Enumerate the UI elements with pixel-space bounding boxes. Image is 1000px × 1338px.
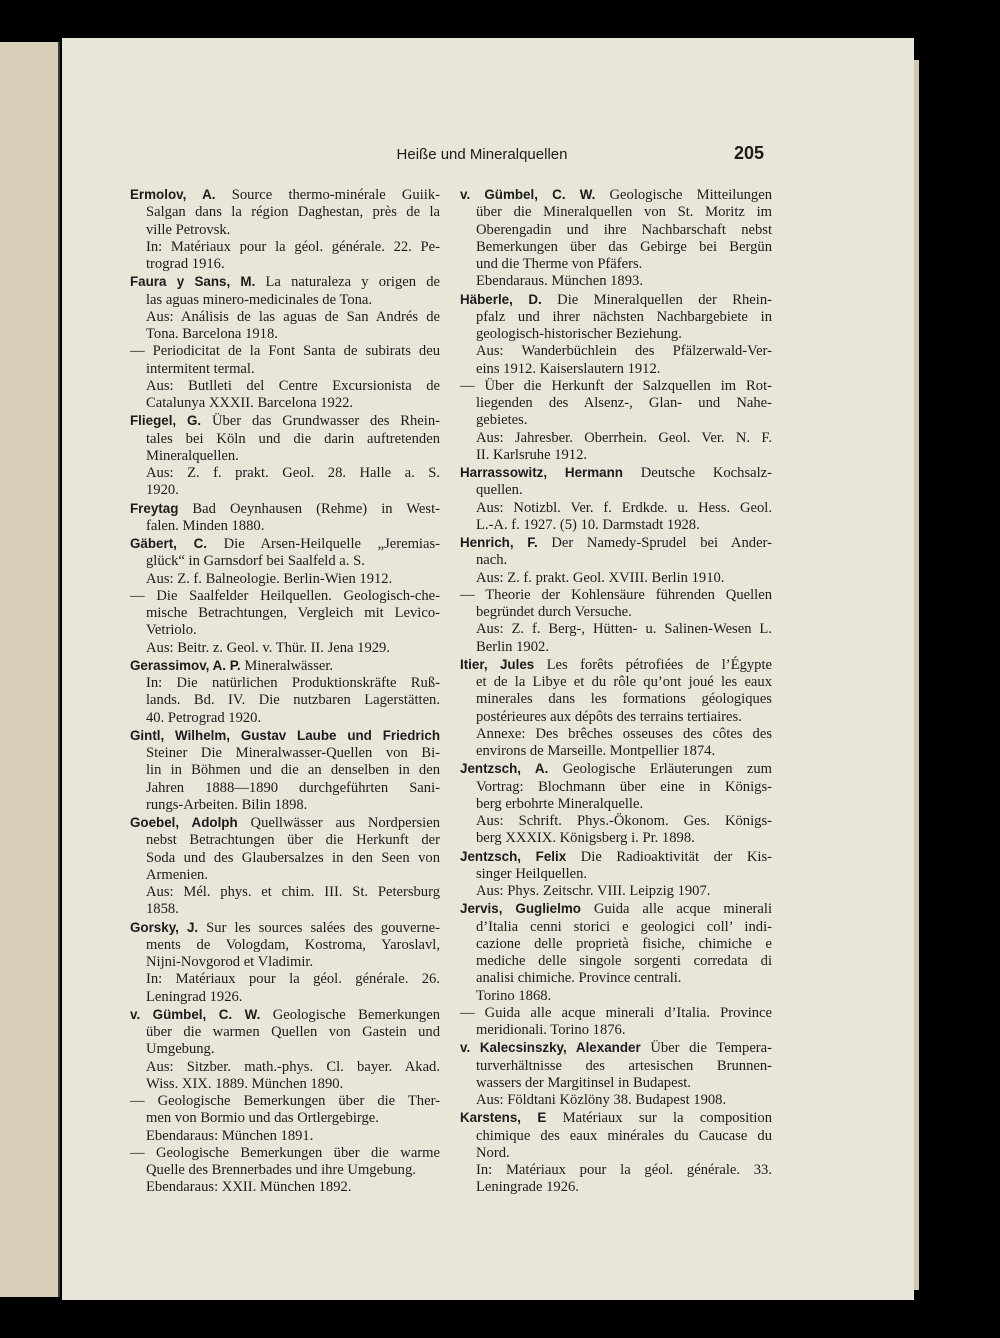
entry-line (130, 343, 440, 360)
entry-text: Leningrade 1926. (476, 1179, 579, 1196)
bibliography-entry (130, 412, 440, 499)
entry-text: Aus: Mél. phys. et chim. III. St. Petersburg (146, 884, 440, 900)
right-column (460, 186, 772, 1197)
bibliography-entry (460, 464, 772, 534)
entry-text: Über die Tempera- (650, 1040, 772, 1057)
entry-text: Aus: Z. f. Balneologie. Berlin-Wien 1912. (146, 570, 393, 587)
entry-text: Aus: Análisis de las aguas de San Andrés de (146, 308, 440, 325)
entry-line (130, 412, 440, 430)
entry-author: Freytag (130, 500, 179, 516)
entry-text: II. Karlsruhe 1912. (476, 446, 588, 463)
entry-text: Matériaux sur la composition (562, 1110, 772, 1127)
bibliography-entry (130, 535, 440, 588)
entry-line (130, 832, 440, 849)
entry-text: und die Therme von Pfäfers. (476, 256, 643, 272)
entry-text: In: Matériaux pour la géol. générale. 33. (476, 1162, 772, 1178)
book-page (62, 38, 914, 1300)
entry-text: ville Petrovsk. (146, 221, 231, 238)
entry-text: Deutsche Kochsalz- (640, 465, 772, 481)
entry-author: Harrassowitz, Hermann (460, 465, 623, 480)
entry-text: liegenden des Alsenz-, Glan- und Nahe- (476, 395, 772, 411)
entry-line (130, 640, 440, 657)
entry-line (460, 273, 772, 290)
entry-line (460, 709, 772, 726)
entry-line (460, 482, 772, 499)
entry-line (460, 674, 772, 691)
entry-author: Ermolov, A. (130, 187, 216, 202)
page-stack-edge (914, 60, 919, 1290)
bibliography-entry (460, 1109, 772, 1196)
entry-text: — Theorie der Kohlensäure führenden Quellen (460, 586, 772, 603)
entry-text: Die Radioaktivität der Kis- (580, 848, 772, 865)
entry-line (460, 1075, 772, 1092)
bibliography-entry (460, 587, 772, 656)
entry-text: Berlin 1902. (476, 638, 549, 655)
entry-text: Ebendaraus. München 1893. (476, 273, 643, 290)
entry-author: v. Kalecsinszky, Alexander (460, 1040, 641, 1056)
entry-author: Jentzsch, A. (460, 761, 549, 777)
entry-line (130, 675, 440, 692)
entry-line (130, 937, 440, 954)
entry-text: Aus: Beitr. z. Geol. v. Thür. II. Jena 1929. (146, 639, 391, 656)
entry-text: — Die Saalfelder Heilquellen. Geologisch-che- (130, 587, 440, 604)
entry-line (460, 1128, 772, 1145)
entry-text: Geologische Erläuterungen zum (562, 761, 772, 778)
entry-author: Goebel, Adolph (130, 815, 238, 830)
entry-line (130, 622, 440, 639)
entry-author: Faura y Sans, M. (130, 274, 256, 290)
entry-line (460, 848, 772, 866)
entry-line (460, 326, 772, 343)
entry-line (130, 482, 440, 499)
entry-text: Guida alle acque minerali (593, 901, 772, 918)
entry-line (130, 797, 440, 814)
entry-text: gebietes. (476, 412, 528, 429)
entry-line (460, 1039, 772, 1057)
entry-text: Geologische Mitteilungen (609, 187, 772, 203)
entry-text: — Über die Herkunft der Salzquellen im Rot- (460, 377, 772, 394)
entry-line (460, 1162, 772, 1179)
entry-text: Jahren 1888—1890 durchgeführten Sani- (146, 779, 440, 796)
entry-text: Aus: Z. f. prakt. Geol. XVIII. Berlin 1910. (476, 569, 725, 586)
entry-text: Bemerkungen über das Gebirge bei Bergün (476, 238, 772, 255)
entry-text: Quellwässer aus Nordpersien (250, 815, 440, 831)
entry-line (460, 186, 772, 204)
entry-line (130, 605, 440, 622)
bibliography-entry (130, 588, 440, 657)
entry-text: postérieures aux dépôts des terrains tertiaires. (476, 708, 742, 725)
entry-author: Henrich, F. (460, 535, 538, 550)
bibliography-entry (130, 1093, 440, 1145)
entry-line (460, 412, 772, 429)
entry-author: v. Gümbel, C. W. (130, 1006, 261, 1022)
entry-text: Wiss. XIX. 1889. München 1890. (146, 1075, 344, 1092)
entry-text: L.-A. f. 1927. (5) 10. Darmstadt 1928. (476, 516, 700, 533)
entry-text: pfalz und ihrer nächsten Nachbargebiete in (476, 308, 772, 325)
entry-text: nach. (476, 552, 508, 569)
entry-line (130, 309, 440, 326)
entry-author: Gintl, Wilhelm, Gustav Laube und Friedrich (130, 727, 440, 743)
entry-line (130, 588, 440, 605)
entry-author: Fliegel, G. (130, 413, 202, 429)
running-head-title: Heiße und Mineralquellen (396, 146, 568, 163)
entry-line (130, 1110, 440, 1127)
entry-line (460, 1092, 772, 1109)
entry-text: — Periodicitat de la Font Santa de subirats deu (130, 343, 440, 360)
entry-text: Leningrad 1926. (146, 988, 243, 1005)
entry-line (130, 378, 440, 395)
entry-line (130, 901, 440, 918)
entry-line (130, 204, 440, 221)
entry-line (130, 571, 440, 588)
entry-author: Jentzsch, Felix (460, 848, 567, 864)
entry-line (130, 971, 440, 988)
entry-text: cazione delle proprietà fisiche, chimiche e (476, 935, 772, 952)
entry-line (460, 430, 772, 447)
entry-text: wassers der Margitinsel in Budapest. (476, 1074, 691, 1091)
entry-text: Aus: Wanderbüchlein des Pfälzerwald-Ver- (476, 343, 772, 360)
entry-text: nebst Betrachtungen über die Herkunft der (146, 832, 440, 849)
entry-text: Aus: Z. f. prakt. Geol. 28. Halle a. S. (146, 465, 440, 481)
entry-text: Armenien. (146, 866, 209, 883)
bibliography-entry (130, 657, 440, 727)
entry-text: Die Arsen-Heilquelle „Jeremias- (223, 536, 440, 552)
entry-line (130, 1162, 440, 1179)
entry-text: intermitent termal. (146, 360, 255, 377)
entry-line (460, 291, 772, 309)
entry-text: minerales dans les formations géologiques (476, 691, 772, 708)
entry-text: trograd 1916. (146, 256, 225, 272)
bibliography-entry (460, 1005, 772, 1040)
bibliography-entry (460, 291, 772, 378)
entry-text: Annexe: Des brêches osseuses des côtes des (476, 725, 772, 742)
entry-line (130, 1041, 440, 1058)
entry-text: 1858. (146, 901, 179, 918)
bibliography-entry (460, 534, 772, 587)
entry-text: falen. Minden 1880. (146, 517, 265, 534)
entry-author: Itier, Jules (460, 656, 535, 672)
entry-line (130, 395, 440, 412)
entry-line (460, 743, 772, 760)
entry-text: d’Italia cenni storici e geologici coll’ indi- (476, 918, 772, 935)
entry-line (130, 186, 440, 204)
entry-line (460, 1005, 772, 1022)
entry-line (460, 796, 772, 813)
entry-line (460, 830, 772, 847)
entry-text: Umgebung. (146, 1041, 215, 1058)
bibliography-entry (460, 760, 772, 847)
entry-text: Les forêts pétrofiées de l’Égypte (546, 656, 772, 673)
entry-line (460, 883, 772, 900)
entry-line (460, 779, 772, 796)
entry-text: Die Mineralquellen der Rhein- (557, 291, 772, 308)
entry-text: Nord. (476, 1144, 510, 1161)
left-column (130, 186, 440, 1197)
entry-line (130, 1128, 440, 1145)
entry-text: Mineralquellen. (146, 447, 239, 464)
entry-line (130, 292, 440, 309)
entry-text: Aus: Notizbl. Ver. f. Erdkde. u. Hess. Geol. (476, 499, 772, 516)
entry-text: Soda und des Glaubersalzes in den Seen von (146, 849, 440, 866)
entry-line (130, 239, 440, 256)
entry-text: begründet durch Versuche. (476, 604, 632, 620)
entry-line (130, 989, 440, 1006)
entry-text: analisi chimiche. Province centrali. (476, 970, 682, 987)
entry-line (460, 970, 772, 987)
entry-text: Tona. Barcelona 1918. (146, 326, 278, 342)
entry-text: — Geologische Bemerkungen über die Ther- (130, 1093, 440, 1109)
entry-line (460, 866, 772, 883)
entry-text: Mineralwässer. (244, 657, 334, 674)
bibliography-entry (130, 500, 440, 536)
entry-line (460, 447, 772, 464)
entry-line (130, 657, 440, 675)
entry-text: Ebendaraus: München 1891. (146, 1127, 314, 1144)
entry-author: v. Gümbel, C. W. (460, 187, 596, 202)
entry-line (460, 309, 772, 326)
bibliography-entry (460, 848, 772, 901)
entry-text: et de la Libye et du rôle qu’ont joué les eaux (476, 674, 772, 690)
bibliography-entry (130, 1145, 440, 1197)
entry-text: Aus: Jahresber. Oberrhein. Geol. Ver. N. F. (476, 429, 772, 446)
bibliography-entry (130, 343, 440, 412)
entry-line (130, 256, 440, 273)
entry-line (130, 762, 440, 779)
entry-text: — Geologische Bemerkungen über die warme (130, 1144, 440, 1161)
entry-line (460, 760, 772, 778)
entry-line (460, 500, 772, 517)
entry-text: 40. Petrograd 1920. (146, 709, 262, 726)
entry-line (130, 814, 440, 832)
entry-line (460, 222, 772, 239)
entry-line (130, 431, 440, 448)
entry-line (460, 552, 772, 569)
bibliography-entry (460, 1039, 772, 1109)
entry-text: chimique des eaux minérales du Caucase du (476, 1127, 772, 1144)
entry-line (130, 727, 440, 745)
entry-line (130, 745, 440, 762)
entry-text: Aus: Schrift. Phys.-Ökonom. Ges. Königs- (476, 813, 772, 829)
entry-text: mische Betrachtungen, Vergleich mit Levico- (146, 605, 440, 621)
entry-text: Aus: Phys. Zeitschr. VIII. Leipzig 1907. (476, 883, 711, 899)
entry-text: In: Matériaux pour la géol. générale. 22. Pe- (146, 238, 440, 255)
entry-text: geologisch-historischer Beziehung. (476, 326, 682, 342)
entry-text: ments de Vologdam, Kostroma, Yaroslavl, (146, 936, 440, 953)
entry-author: Gäbert, C. (130, 536, 207, 551)
entry-line (130, 465, 440, 482)
entry-line (130, 780, 440, 797)
entry-text: lin in Böhmen und die an denselben in den (146, 762, 440, 779)
entry-text: In: Die natürlichen Produktionskräfte Ruß- (146, 675, 440, 691)
entry-line (130, 1076, 440, 1093)
bibliography-entry (130, 1006, 440, 1093)
entry-line (460, 726, 772, 743)
facing-page-edge (0, 42, 60, 1297)
entry-text: lands. Bd. IV. Die nutzbaren Lagerstätten. (146, 692, 440, 709)
entry-text: turverhältnisse des artesischen Brunnen- (476, 1057, 772, 1074)
entry-text: glück“ in Garnsdorf bei Saalfeld a. S. (146, 553, 365, 570)
entry-line (130, 326, 440, 343)
entry-text: Oberengadin und ihre Nachbarschaft nebst (476, 221, 772, 238)
entry-author: Jervis, Guglielmo (460, 901, 581, 917)
entry-text: Aus: Földtani Közlöny 38. Budapest 1908. (476, 1092, 727, 1108)
bibliography-entry (130, 273, 440, 343)
entry-line (130, 884, 440, 901)
entry-line (130, 535, 440, 553)
entry-text: quellen. (476, 482, 523, 499)
entry-line (460, 1109, 772, 1127)
entry-author: Häberle, D. (460, 291, 542, 307)
entry-text: Geologische Bemerkungen (272, 1006, 440, 1023)
entry-line (130, 867, 440, 884)
entry-text: Über das Grundwasser des Rhein- (211, 413, 440, 430)
entry-text: Nijni-Novgorod et Vladimir. (146, 954, 314, 970)
entry-text: Aus: Sitzber. math.-phys. Cl. bayer. Akad. (146, 1058, 440, 1075)
entry-line (130, 1024, 440, 1041)
bibliography-entry (130, 186, 440, 273)
entry-line (460, 919, 772, 936)
entry-text: men von Bormio und das Ortlergebirge. (146, 1110, 379, 1127)
entry-line (460, 534, 772, 552)
entry-line (460, 691, 772, 708)
entry-line (460, 570, 772, 587)
entry-text: — Guida alle acque minerali d’Italia. Province (460, 1004, 772, 1021)
bibliography-entry (460, 378, 772, 464)
entry-text: las aguas minero-medicinales de Tona. (146, 291, 373, 308)
entry-text: In: Matériaux pour la géol. générale. 26. (146, 971, 440, 988)
entry-text: eins 1912. Kaiserslautern 1912. (476, 360, 661, 377)
entry-line (130, 954, 440, 971)
entry-line (460, 604, 772, 621)
entry-line (460, 517, 772, 534)
entry-line (460, 395, 772, 412)
entry-text: berg XXXIX. Königsberg i. Pr. 1898. (476, 830, 695, 847)
entry-text: Quelle des Brennerbades und ihre Umgebung. (146, 1162, 416, 1178)
entry-text: tales bei Köln und die darin auftretenden (146, 430, 440, 447)
entry-line (460, 900, 772, 918)
entry-text: Aus: Butlleti del Centre Excursionista de (146, 377, 440, 394)
bibliography-entry (130, 814, 440, 919)
entry-text: Salgan dans la région Daghestan, près de la (146, 204, 440, 221)
running-head (62, 143, 914, 170)
entry-text: Torino 1868. (476, 987, 552, 1004)
entry-line (460, 988, 772, 1005)
entry-line (130, 850, 440, 867)
entry-text: Bad Oeynhausen (Rehme) in West- (192, 500, 440, 517)
entry-line (130, 1059, 440, 1076)
entry-line (460, 639, 772, 656)
entry-text: environs de Marseille. Montpellier 1874. (476, 743, 716, 759)
entry-author: Gorsky, J. (130, 919, 199, 935)
entry-line (460, 656, 772, 674)
bibliography-entry (130, 727, 440, 814)
entry-text: Catalunya XXXII. Barcelona 1922. (146, 395, 354, 411)
entry-line (130, 361, 440, 378)
entry-text: Steiner Die Mineralwasser-Quellen von Bi- (146, 745, 440, 761)
entry-text: 1920. (146, 482, 179, 499)
bibliography-entry (460, 656, 772, 761)
entry-line (460, 256, 772, 273)
entry-line (460, 464, 772, 482)
entry-line (130, 273, 440, 291)
entry-text: Vortrag: Blochmann über eine in Königs- (476, 778, 772, 795)
entry-line (460, 953, 772, 970)
entry-author: Gerassimov, A. P. (130, 657, 241, 673)
bibliography-entry (460, 186, 772, 291)
bibliography-entry (130, 919, 440, 1006)
page-number: 205 (733, 143, 764, 163)
entry-line (130, 1179, 440, 1196)
entry-text: berg erbohrte Mineralquelle. (476, 795, 644, 812)
entry-line (130, 710, 440, 727)
entry-line (460, 813, 772, 830)
entry-line (460, 204, 772, 221)
entry-text: Ebendaraus: XXII. München 1892. (146, 1179, 352, 1196)
entry-text: meridionali. Torino 1876. (476, 1022, 626, 1038)
entry-line (130, 222, 440, 239)
entry-line (460, 936, 772, 953)
entry-line (460, 378, 772, 395)
entry-line (130, 1006, 440, 1024)
entry-text: Source thermo-minérale Guiik- (231, 187, 440, 203)
entry-line (460, 1145, 772, 1162)
entry-text: mediche delle singole sorgenti corredata di (476, 953, 772, 969)
entry-line (460, 1022, 772, 1039)
entry-author: Karstens, E (460, 1110, 547, 1126)
entry-line (130, 553, 440, 570)
entry-line (130, 448, 440, 465)
entry-text: Der Namedy-Sprudel bei Ander- (551, 535, 772, 551)
entry-text: über die Mineralquellen von St. Moritz im (476, 204, 772, 221)
entry-line (130, 919, 440, 937)
entry-line (460, 587, 772, 604)
bibliography-entry (460, 900, 772, 1005)
entry-line (460, 621, 772, 638)
entry-line (460, 239, 772, 256)
entry-text: rungs-Arbeiten. Bilin 1898. (146, 796, 308, 813)
entry-text: Sur les sources salées des gouverne- (206, 919, 440, 936)
entry-line (460, 1179, 772, 1196)
entry-line (130, 518, 440, 535)
entry-line (460, 343, 772, 360)
entry-text: singer Heilquellen. (476, 865, 588, 882)
entry-line (130, 500, 440, 518)
entry-text: über die warmen Quellen von Gastein und (146, 1024, 440, 1040)
entry-line (130, 692, 440, 709)
entry-line (130, 1145, 440, 1162)
entry-text: La naturaleza y origen de (265, 274, 440, 291)
entry-line (460, 361, 772, 378)
entry-text: Vetriolo. (146, 622, 197, 639)
entry-line (130, 1093, 440, 1110)
entry-line (460, 1058, 772, 1075)
entry-text: Aus: Z. f. Berg-, Hütten- u. Salinen-Wesen L. (476, 621, 772, 638)
